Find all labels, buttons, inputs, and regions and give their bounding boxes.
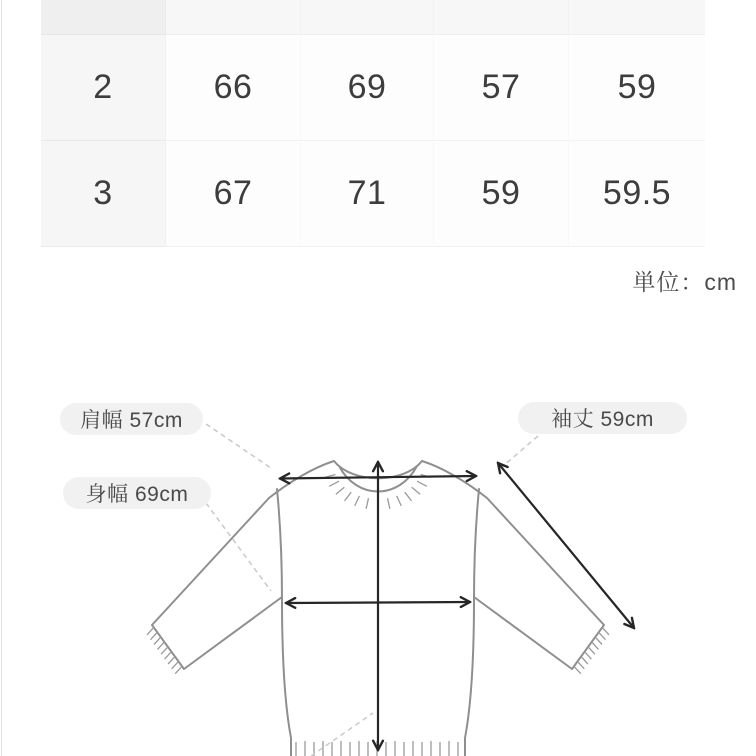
shoulder-label-connector [206,424,271,468]
sleeve-label-connector [502,436,538,467]
value-cell: 59.5 [569,141,705,247]
unit-note: 単位：cm [632,269,737,295]
size-cell: 2 [41,35,166,141]
length-label-connector [311,713,373,756]
value-cell: 69 [301,35,434,141]
value-cell: 59 [569,35,705,141]
body-width-label: 身幅 69cm [63,477,211,509]
sweater-right-sleeve [422,461,604,669]
sweater-body-right-side [465,489,479,756]
right-cuff-ribs [574,627,609,673]
value-cell: 71 [301,141,434,247]
sleeve-length-label: 袖丈 59cm [518,402,687,434]
sleeve-length-arrow [498,463,634,628]
left-cuff-ribs [147,627,182,673]
size-cell: 3 [41,141,166,247]
value-cell: 66 [166,35,301,141]
sweater-body-left-side [277,489,291,756]
value-cell: 57 [434,35,569,141]
body-width-label-connector [206,503,271,591]
value-cell: 67 [166,141,301,247]
shoulder-width-label: 肩幅 57cm [60,403,203,435]
value-cell: 59 [434,141,569,247]
